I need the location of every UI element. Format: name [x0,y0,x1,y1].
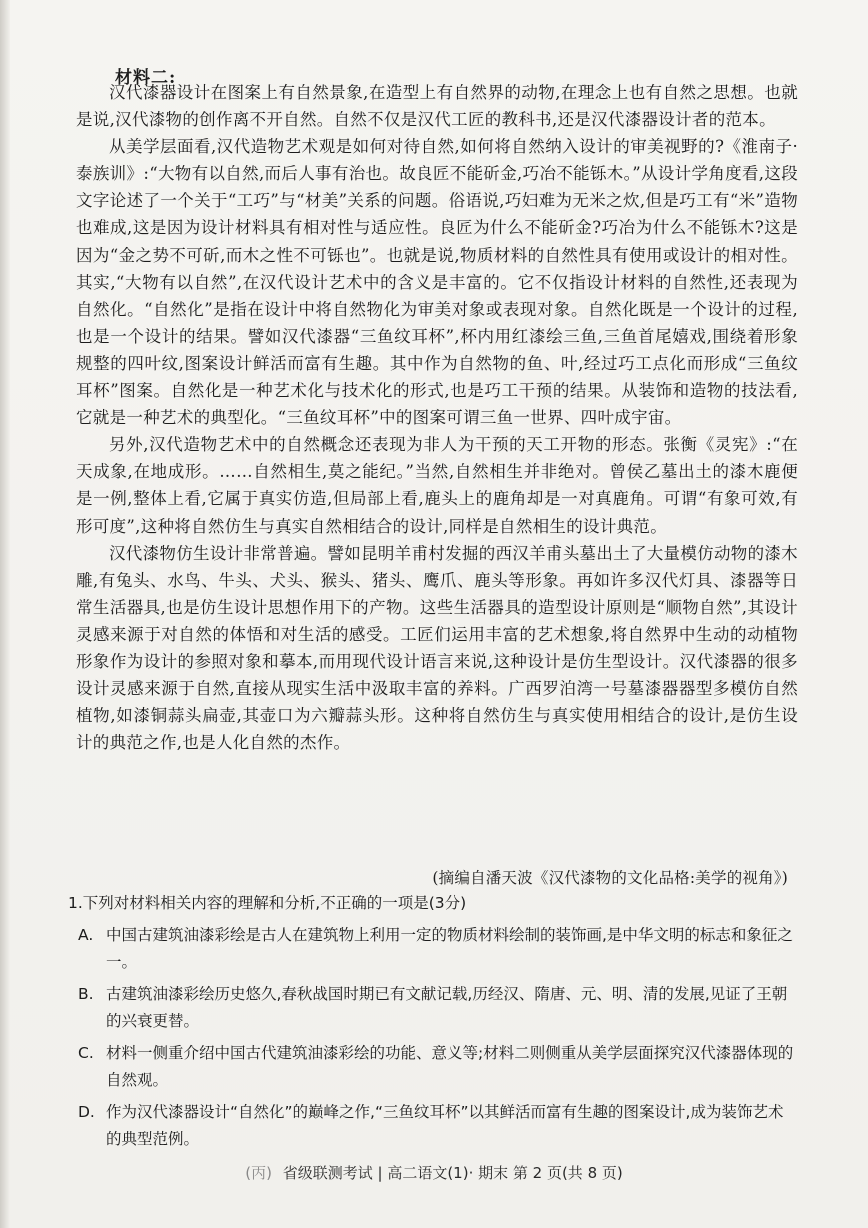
option-text: 中国古建筑油漆彩绘是古人在建筑物上利用一定的物质材料绘制的装饰画,是中华文明的标志和象征之一。 [106,926,793,971]
page-footer [0,1162,868,1183]
option-c[interactable] [68,1040,798,1094]
option-b[interactable] [68,981,798,1035]
paragraph-2: 从美学层面看,汉代造物艺术观是如何对待自然,如何将自然纳入设计的审美视野的?《淮南子·泰族训》:“大物有以自然,而后人事有治也。故良匠不能斫金,巧冶不能铄木。”从设计学角度看,这段文字论述了一个关于“工巧”与“材美”关系的问题。俗语说,巧妇难为无米之炊,但是巧工有“米”造物也难成,这是因为设计材料具有相对性与适应性。良匠为什么不能斫金?巧冶为什么不能铄木?这是因为“金之势不可斫,而木之性不可铄也”。也就是说,物质材料的自然性具有使用或设计的相对性。其实,“大物有以自然”,在汉代设计艺术中的含义是丰富的。它不仅指设计材料的自然性,还表现为自然化。“自然化”是指在设计中将自然物化为审美对象或表现对象。自然化既是一个设计的过程,也是一个设计的结果。譬如汉代漆器“三鱼纹耳杯”,杯内用红漆绘三鱼,三鱼首尾嬉戏,围绕着形象规整的四叶纹,图案设计鲜活而富有生趣。其中作为自然物的鱼、叶,经过巧工点化而形成“三鱼纹耳杯”图案。自然化是一种艺术化与技术化的形式,也是巧工干预的结果。从装饰和造物的技法看,它就是一种艺术的典型化。“三鱼纹耳杯”中的图案可谓三鱼一世界、四叶成宇宙。 [76,137,798,428]
material-body [76,79,798,756]
option-letter: A. [78,926,94,944]
option-text: 作为汉代漆器设计“自然化”的巅峰之作,“三鱼纹耳杯”以其鲜活而富有生趣的图案设计,成为装饰艺术的典型范例。 [106,1103,784,1148]
page-edge-shadow [0,0,10,1228]
option-text: 材料一侧重介绍中国古代建筑油漆彩绘的功能、意义等;材料二则侧重从美学层面探究汉代漆器体现的自然观。 [106,1044,794,1089]
option-letter: D. [78,1103,95,1121]
option-text: 古建筑油漆彩绘历史悠久,春秋战国时期已有文献记载,历经汉、隋唐、元、明、清的发展,见证了王朝的兴衰更替。 [106,985,788,1030]
paragraph-1: 汉代漆器设计在图案上有自然景象,在造型上有自然界的动物,在理念上也有自然之思想。也就是说,汉代漆物的创作离不开自然。自然不仅是汉代工匠的教科书,还是汉代漆器设计者的范本。 [76,83,798,130]
option-d[interactable] [68,1099,798,1153]
question-block [68,890,798,1153]
option-letter: B. [78,985,94,1003]
option-letter: C. [78,1044,94,1062]
footer-mark: (丙) [245,1164,272,1182]
source-citation: (摘编自潘天波《汉代漆物的文化品格:美学的视角》) [432,869,788,887]
material-heading: 材料二: [115,68,177,88]
paragraph-3: 另外,汉代造物艺术中的自然概念还表现为非人为干预的天工开物的形态。张衡《灵宪》:“在天成象,在地成形。……自然相生,莫之能纪。”当然,自然相生并非绝对。曾侯乙墓出土的漆木鹿便是一例,整体上看,它属于真实仿造,但局部上看,鹿头上的鹿角却是一对真鹿角。可谓“有象可效,有形可度”,这种将自然仿生与真实自然相结合的设计,同样是自然相生的设计典范。 [76,435,798,536]
paragraph-4: 汉代漆物仿生设计非常普遍。譬如昆明羊甫村发掘的西汉羊甫头墓出土了大量模仿动物的漆木雕,有兔头、水鸟、牛头、犬头、猴头、猪头、鹰爪、鹿头等形象。再如许多汉代灯具、漆器等日常生活器具,也是仿生设计思想作用下的产物。这些生活器具的造型设计原则是“顺物自然”,其设计灵感来源于对自然的体悟和对生活的感受。工匠们运用丰富的艺术想象,将自然界中生动的动植物形象作为设计的参照对象和摹本,而用现代设计语言来说,这种设计是仿生型设计。汉代漆器的很多设计灵感来源于自然,直接从现实生活中汲取丰富的养料。广西罗泊湾一号墓漆器器型多模仿自然植物,如漆铜蒜头扁壶,其壶口为六瓣蒜头形。这种将自然仿生与真实使用相结合的设计,是仿生设计的典范之作,也是人化自然的杰作。 [76,543,798,753]
footer-text: 省级联测考试 | 高二语文(1)· 期末 第 2 页(共 8 页) [282,1164,623,1182]
option-a[interactable] [68,922,798,976]
question-stem: 1.下列对材料相关内容的理解和分析,不正确的一项是(3分) [68,894,467,912]
